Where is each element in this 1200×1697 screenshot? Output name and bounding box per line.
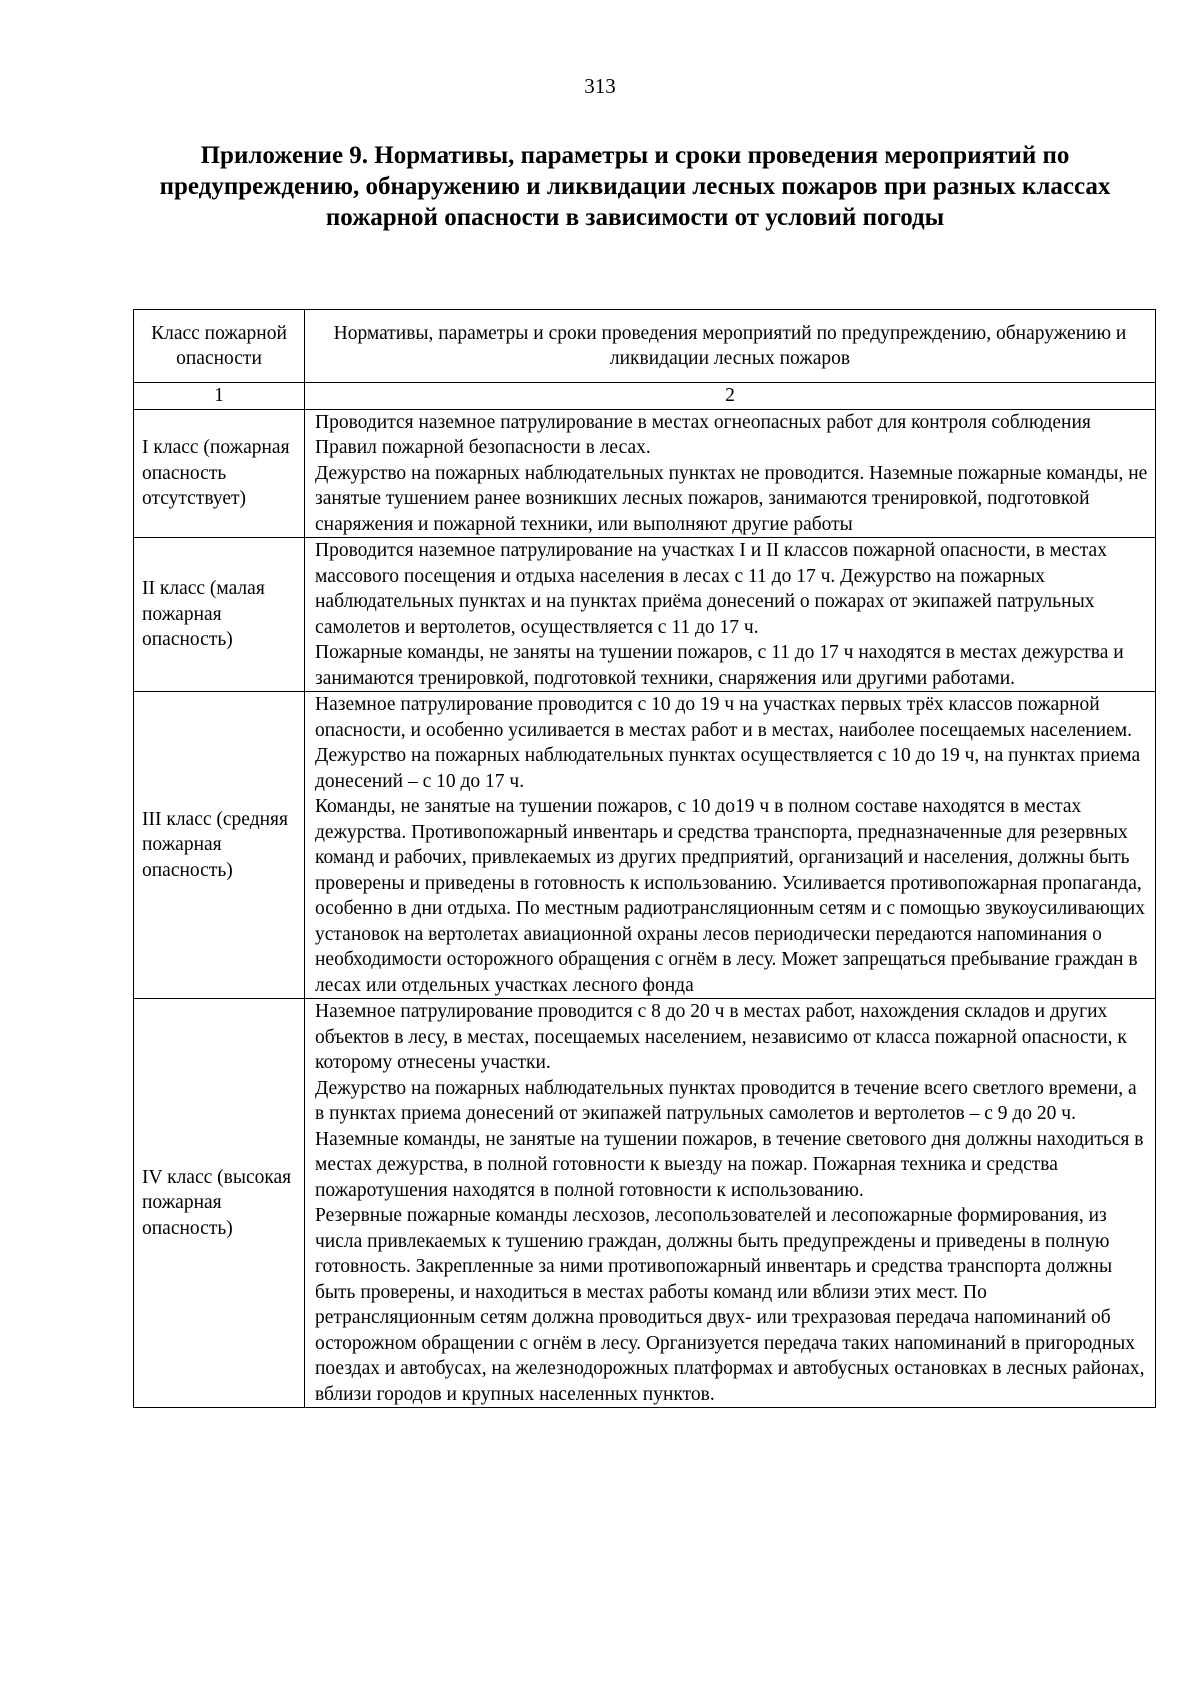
description-paragraph: Наземное патрулирование проводится с 10 до 19 ч на участках первых трёх классов пожарной опасности, и особенно усиливается в местах работ и в местах, наиболее посещаемых населением. Дежурство на пожарных наблюдательных пунктах осуществляется с 10 до 19 ч, на пунктах приема донесений – с 10 до 17 ч. [315, 694, 1141, 792]
description-paragraph: Проводится наземное патрулирование в местах огнеопасных работ для контроля соблюдения Правил пожарной безопасности в лесах. [315, 411, 1091, 458]
table-row [134, 999, 1156, 1408]
description-paragraph: Проводится наземное патрулирование на участках I и II классов пожарной опасности, в местах массового посещения и отдыха населения в лесах с 11 до 17 ч. Дежурство на пожарных наблюдательных пунктах и на пунктах приёма донесений о пожарах от экипажей патрульных самолетов и вертолетов, осуществляется с 11 до 17 ч. [315, 540, 1107, 638]
class-description [305, 692, 1156, 999]
description-paragraph: Дежурство на пожарных наблюдательных пунктах не проводится. Наземные пожарные команды, не занятые тушением ранее возникших лесных пожаров, занимаются тренировкой, подготовкой снаряжения и пожарной техники, или выполняют другие работы [315, 462, 1148, 535]
class-label: I класс (пожарная опасность отсутствует) [134, 409, 305, 538]
document-title: Приложение 9. Нормативы, параметры и сроки проведения мероприятий по предупреждению, обнаружению и ликвидации лесных пожаров при разных классах пожарной опасности в зависимости от условий погоды [159, 142, 1111, 231]
page-number: 313 [584, 74, 616, 98]
column-number-2: 2 [305, 383, 1156, 410]
column-number-row [134, 383, 1156, 410]
table-header-row [134, 310, 1156, 383]
description-paragraph: Пожарные команды, не заняты на тушении пожаров, с 11 до 17 ч находятся в местах дежурства и занимаются тренировкой, подготовкой техники, снаряжения или другими работами. [315, 642, 1124, 689]
description-paragraph: Команды, не занятые на тушении пожаров, с 10 до19 ч в полном составе находятся в местах дежурства. Противопожарный инвентарь и средства транспорта, предназначенные для резервных команд и рабочих, привлекаемых из других предприятий, организаций и населения, должны быть проверены и приведены в готовность к использованию. Усиливается противопожарная пропаганда, особенно в дни отдыха. По местным радиотрансляционным сетям и с помощью звукоусиливающих установок на вертолетах авиационной охраны лесов периодически передаются напоминания о необходимости осторожного обращения с огнём в лесу. Может запрещаться пребывание граждан в лесах или отдельных участках лесного фонда [315, 796, 1145, 996]
description-paragraph: Дежурство на пожарных наблюдательных пунктах проводится в течение всего светлого времени, а в пунктах приема донесений от экипажей патрульных самолетов и вертолетов – с 9 до 20 ч. [315, 1077, 1137, 1124]
description-paragraph: Наземные команды, не занятые на тушении пожаров, в течение светового дня должны находиться в местах дежурства, в полной готовности к выезду на пожар. Пожарная техника и средства пожаротушения находятся в полной готовности к использованию. [315, 1128, 1144, 1201]
fire-danger-table [133, 309, 1156, 1408]
header-class-column: Класс пожарной опасности [134, 310, 305, 383]
class-description [305, 538, 1156, 692]
table-row [134, 409, 1156, 538]
header-description-column: Нормативы, параметры и сроки проведения мероприятий по предупреждению, обнаружению и ликвидации лесных пожаров [305, 310, 1156, 383]
description-paragraph: Резервные пожарные команды лесхозов, лесопользователей и лесопожарные формирования, из числа привлекаемых к тушению граждан, должны быть предупреждены и приведены в полную готовность. Закрепленные за ними противопожарный инвентарь и средства транспорта должны быть проверены, и находиться в местах работы команд или вблизи этих мест. По ретрансляционным сетям должна проводиться двух- или трехразовая передача напоминаний об осторожном обращении с огнём в лесу. Организуется передача таких напоминаний в пригородных поездах и автобусах, на железнодорожных платформах и автобусных остановках в лесных районах, вблизи городов и крупных населенных пунктов. [315, 1205, 1145, 1405]
class-label: II класс (малая пожарная опасность) [134, 538, 305, 692]
class-description [305, 999, 1156, 1408]
class-label: IV класс (высокая пожарная опасность) [134, 999, 305, 1408]
table-row [134, 538, 1156, 692]
description-paragraph: Наземное патрулирование проводится с 8 до 20 ч в местах работ, нахождения складов и других объектов в лесу, в местах, посещаемых населением, независимо от класса пожарной опасности, к которому отнесены участки. [315, 1001, 1127, 1073]
table-row [134, 692, 1156, 999]
class-description [305, 409, 1156, 538]
column-number-1: 1 [134, 383, 305, 410]
class-label: III класс (средняя пожарная опасность) [134, 692, 305, 999]
